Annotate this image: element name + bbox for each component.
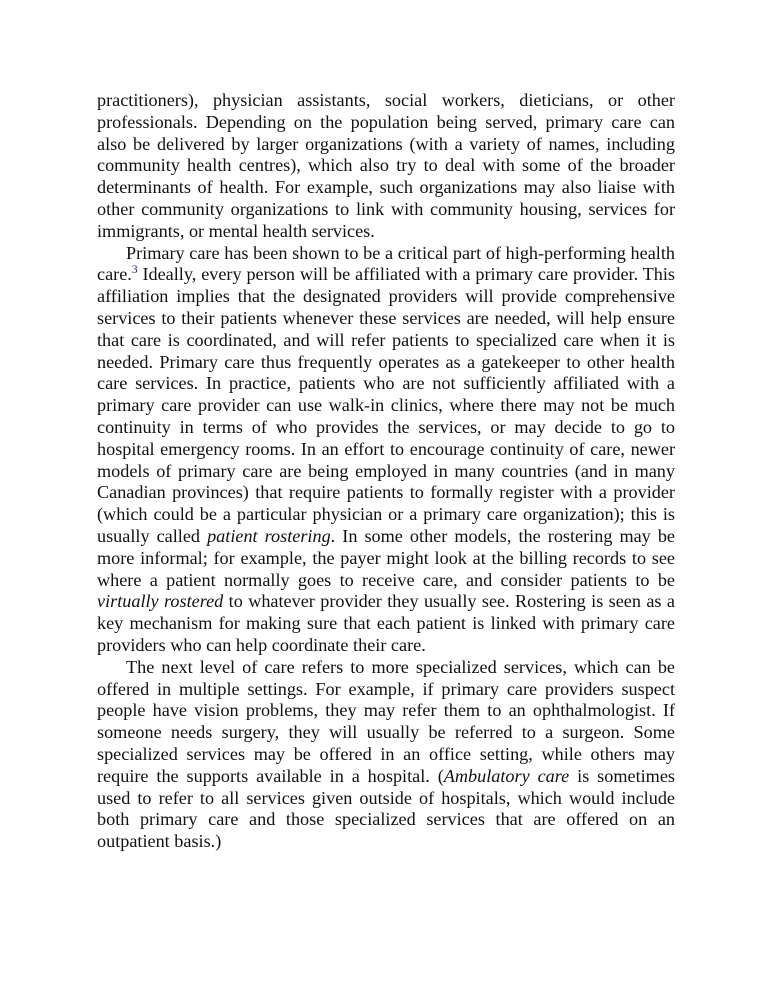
paragraph-2 <box>97 243 675 657</box>
paragraph-3 <box>97 657 675 853</box>
paragraph-2-text-b: Ideally, every person will be affiliated with a primary care provider. This affiliation implies that the designated providers will provide comprehensive services to their patients whenever these services are needed, will help ensure that care is coordinated, and will refer patients to specialized care when it is needed. Primary care thus frequently operates as a gatekeeper to other health care services. In practice, patients who are not sufficiently affiliated with a primary care provider can use walk-in clinics, where there may not be much continuity in terms of who provides the services, or may decide to go to hospital emergency rooms. In an effort to encourage continuity of care, newer models of primary care are being employed in many countries (and in many Canadian provinces) that require patients to formally register with a provider (which could be a particular physician or a primary care organization); this is usually called <box>97 264 675 546</box>
term-virtually-rostered: virtually rostered <box>97 591 224 612</box>
paragraph-3-text-a: The next level of care refers to more specialized services, which can be offered in multiple settings. For example, if primary care providers suspect people have vision problems, they may refer them to an ophthalmologist. If someone needs surgery, they will usually be referred to a surgeon. Some specialized services may be offered in an office setting, while others may require the supports available in a hospital. ( <box>97 656 675 786</box>
paragraph-2-text-c: . In some other models, the rostering may be more informal; for example, the payer might look at the billing records to see where a patient normally goes to receive care, and consider patients to be <box>97 525 675 590</box>
footnote-reference-3[interactable]: 3 <box>131 264 138 277</box>
paragraph-1-text: practitioners), physician assistants, social workers, dieticians, or other professionals. Depending on the population being served, primary care can also be delivered by larger organizations (with a variety of names, including community health centres), which also try to deal with some of the broader determinants of health. For example, such organizations may also liaise with other community organizations to link with community housing, services for immigrants, or mental health services. <box>97 90 675 241</box>
paragraph-2-text-d: to whatever provider they usually see. Rostering is seen as a key mechanism for making sure that each patient is linked with primary care providers who can help coordinate their care. <box>97 591 675 655</box>
paragraph-2-text-a: Primary care has been shown to be a critical part of high-performing health care. <box>97 242 675 285</box>
term-patient-rostering: patient rostering <box>207 525 331 546</box>
term-ambulatory-care: Ambulatory care <box>443 765 570 786</box>
paragraph-3-text-b: is sometimes used to refer to all services given outside of hospitals, which would include both primary care and those specialized services that are offered on an outpatient basis.) <box>97 765 675 852</box>
paragraph-1 <box>97 90 675 243</box>
document-page <box>97 90 675 853</box>
